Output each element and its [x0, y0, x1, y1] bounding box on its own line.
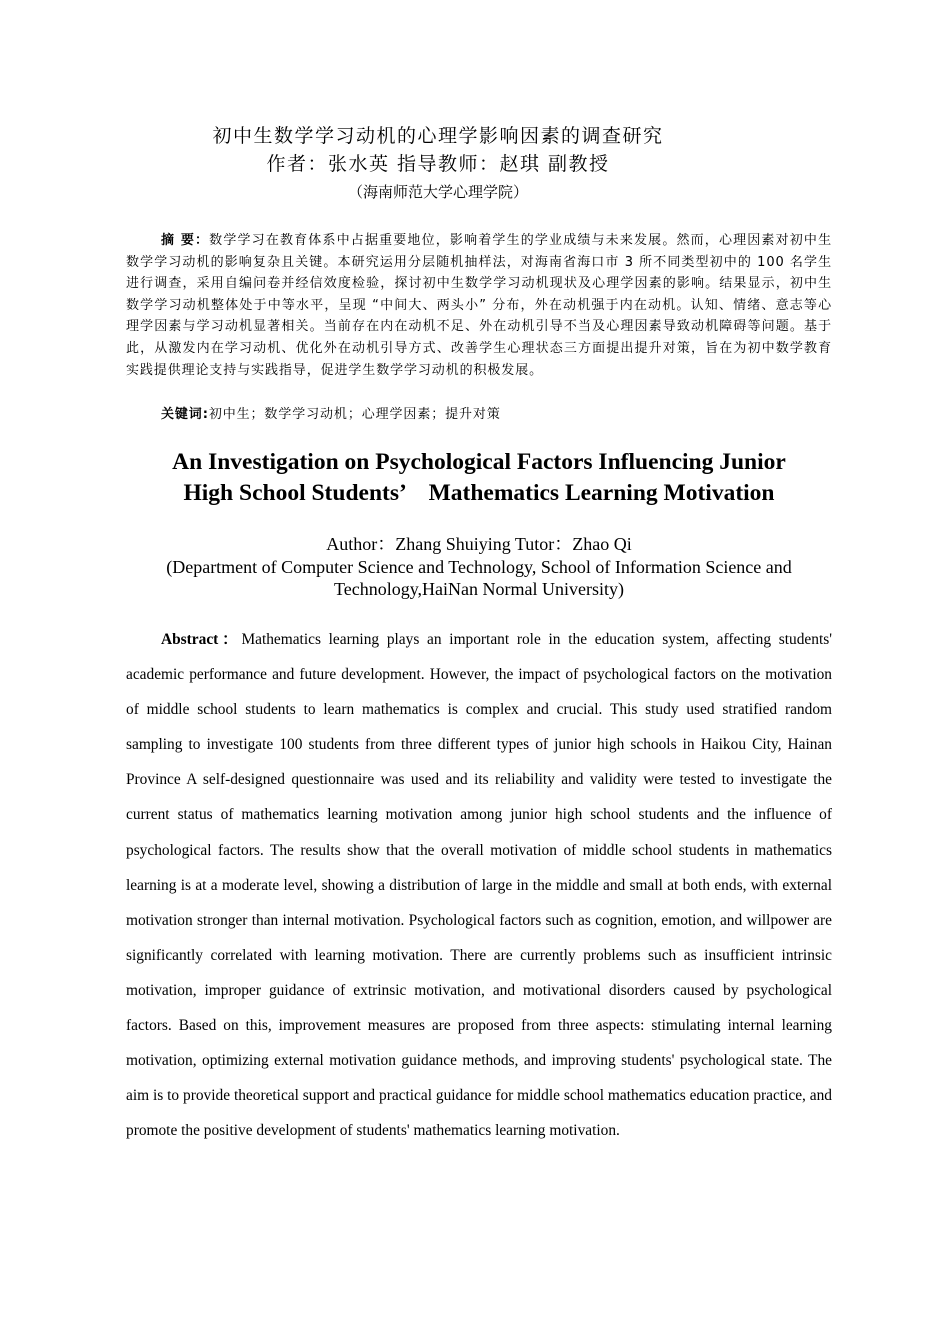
chinese-affiliation: （海南师范大学心理学院） — [347, 183, 528, 201]
english-title-line-1: An Investigation on Psychological Factors Influencing Junior — [172, 449, 786, 475]
english-affiliation-line-2: Technology,HaiNan Normal University) — [334, 579, 624, 599]
english-title — [110, 447, 848, 509]
english-affiliation-line-1: (Department of Computer Science and Technology, School of Information Science and — [166, 557, 792, 577]
chinese-abstract — [126, 230, 832, 381]
chinese-keywords-label: 关键词: — [161, 407, 209, 422]
english-abstract-label: Abstract： — [161, 631, 242, 648]
english-abstract-text: Mathematics learning plays an important role in the education system, affecting students' academic performance and future development. However, the impact of psychological factors on the motivation of middle school students to learn mathematics is complex and crucial. This study used stratified random sampling to investigate 100 students from three different types of junior high schools in Haikou City, Hainan Province A self-designed questionnaire was used and its reliability and validity were tested to investigate the current status of mathematics learning motivation among junior high school students and the influence of psychological factors. The results show that the overall motivation of middle school students in mathematics learning is at a moderate level, showing a distribution of large in the middle and small at both ends, with external motivation stronger than internal motivation. Psychological factors such as cognition, emotion, and willpower are significantly correlated with learning motivation. There are currently problems such as insufficient intrinsic motivation, improper guidance of extrinsic motivation, and motivational disorders caused by psychological factors. Based on this, improvement measures are proposed from three aspects: stimulating internal learning motivation, optimizing external motivation guidance methods, and improving students' psychological state. The aim is to provide theoretical support and practical guidance for middle school mathematics education practice, and promote the positive development of students' mathematics learning motivation. — [126, 631, 832, 1140]
chinese-abstract-label: 摘 要： — [161, 233, 210, 248]
english-title-line-2: High School Students’ Mathematics Learning Motivation — [183, 480, 775, 506]
chinese-keywords — [161, 404, 832, 426]
english-affiliation — [110, 556, 848, 600]
english-author: Author：Zhang Shuiying Tutor：Zhao Qi — [326, 534, 632, 554]
chinese-keywords-text: 初中生；数学学习动机；心理学因素；提升对策 — [208, 407, 501, 422]
chinese-title: 初中生数学学习动机的心理学影响因素的调查研究 — [212, 125, 664, 147]
english-abstract — [126, 622, 832, 1148]
chinese-abstract-text: 数学学习在教育体系中占据重要地位，影响着学生的学业成绩与未来发展。然而，心理因素对初中生数学学习动机的影响复杂且关键。本研究运用分层随机抽样法，对海南省海口市 3 所不同类型初中的 100 名学生进行调查，采用自编问卷并经信效度检验，探讨初中生数学学习动机现状及心理学因素的影响。结果显示，初中生数学学习动机整体处于中等水平，呈现 “中间大、两头小” 分布，外在动机强于内在动机。认知、情绪、意志等心理学因素与学习动机显著相关。当前存在内在动机不足、外在动机引导不当及心理因素导致动机障碍等问题。基于此，从激发内在学习动机、优化外在动机引导方式、改善学生心理状态三方面提出提升对策，旨在为初中数学教育实践提供理论支持与实践指导，促进学生数学学习动机的积极发展。 — [126, 233, 832, 378]
chinese-byline: 作者：张水英 指导教师：赵琪 副教授 — [266, 153, 610, 175]
